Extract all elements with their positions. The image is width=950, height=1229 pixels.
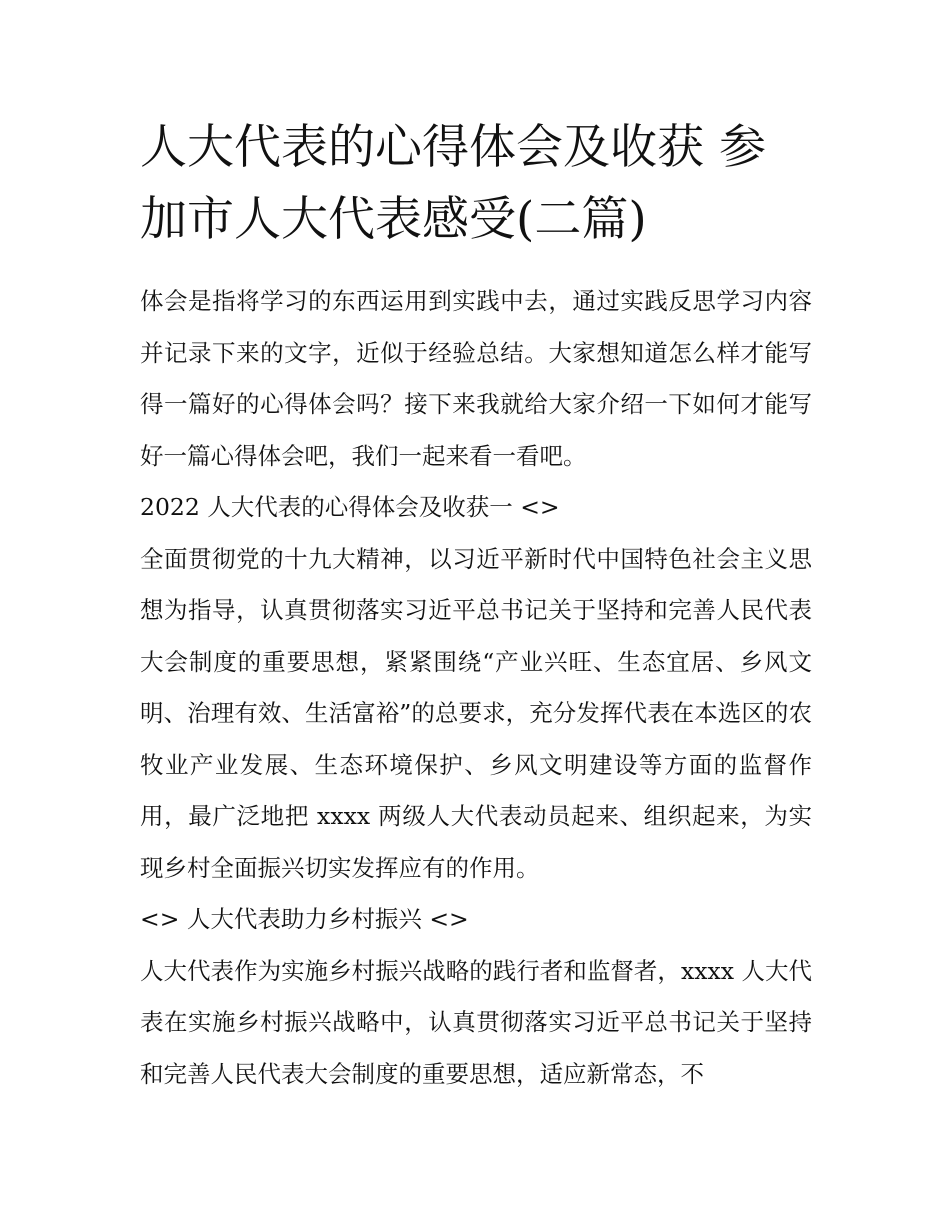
section-heading-1: 2022 人大代表的心得体会及收获一 <>: [140, 493, 560, 521]
document-title: 人大代表的心得体会及收获 参加市人大代表感受(二篇): [140, 120, 766, 247]
paragraph-representatives: 人大代表作为实施乡村振兴战略的践行者和监督者，xxxx 人大代表在实施乡村振兴战略中，认真贯彻落实习近平总书记关于坚持和完善人民代表大会制度的重要思想，适应新常态，不: [140, 956, 812, 1088]
section-heading-2: <> 人大代表助力乡村振兴 <>: [140, 905, 469, 933]
paragraph-guideline: 全面贯彻党的十九大精神，以习近平新时代中国特色社会主义思想为指导，认真贯彻落实习近平总书记关于坚持和完善人民代表大会制度的重要思想，紧紧围绕“产业兴旺、生态宜居、乡风文明、治理有效、生活富裕”的总要求，充分发挥代表在本选区的农牧业产业发展、生态环境保护、乡风文明建设等方面的监督作用，最广泛地把 xxxx 两级人大代表动员起来、组织起来，为实现乡村全面振兴切实发挥应有的作用。: [140, 544, 812, 882]
document-page: [140, 112, 812, 1100]
paragraph-intro: 体会是指将学习的东西运用到实践中去，通过实践反思学习内容并记录下来的文字，近似于经验总结。大家想知道怎么样才能写得一篇好的心得体会吗？接下来我就给大家介绍一下如何才能写好一篇心得体会吧，我们一起来看一看吧。: [140, 287, 812, 470]
document-body: [140, 276, 812, 1100]
